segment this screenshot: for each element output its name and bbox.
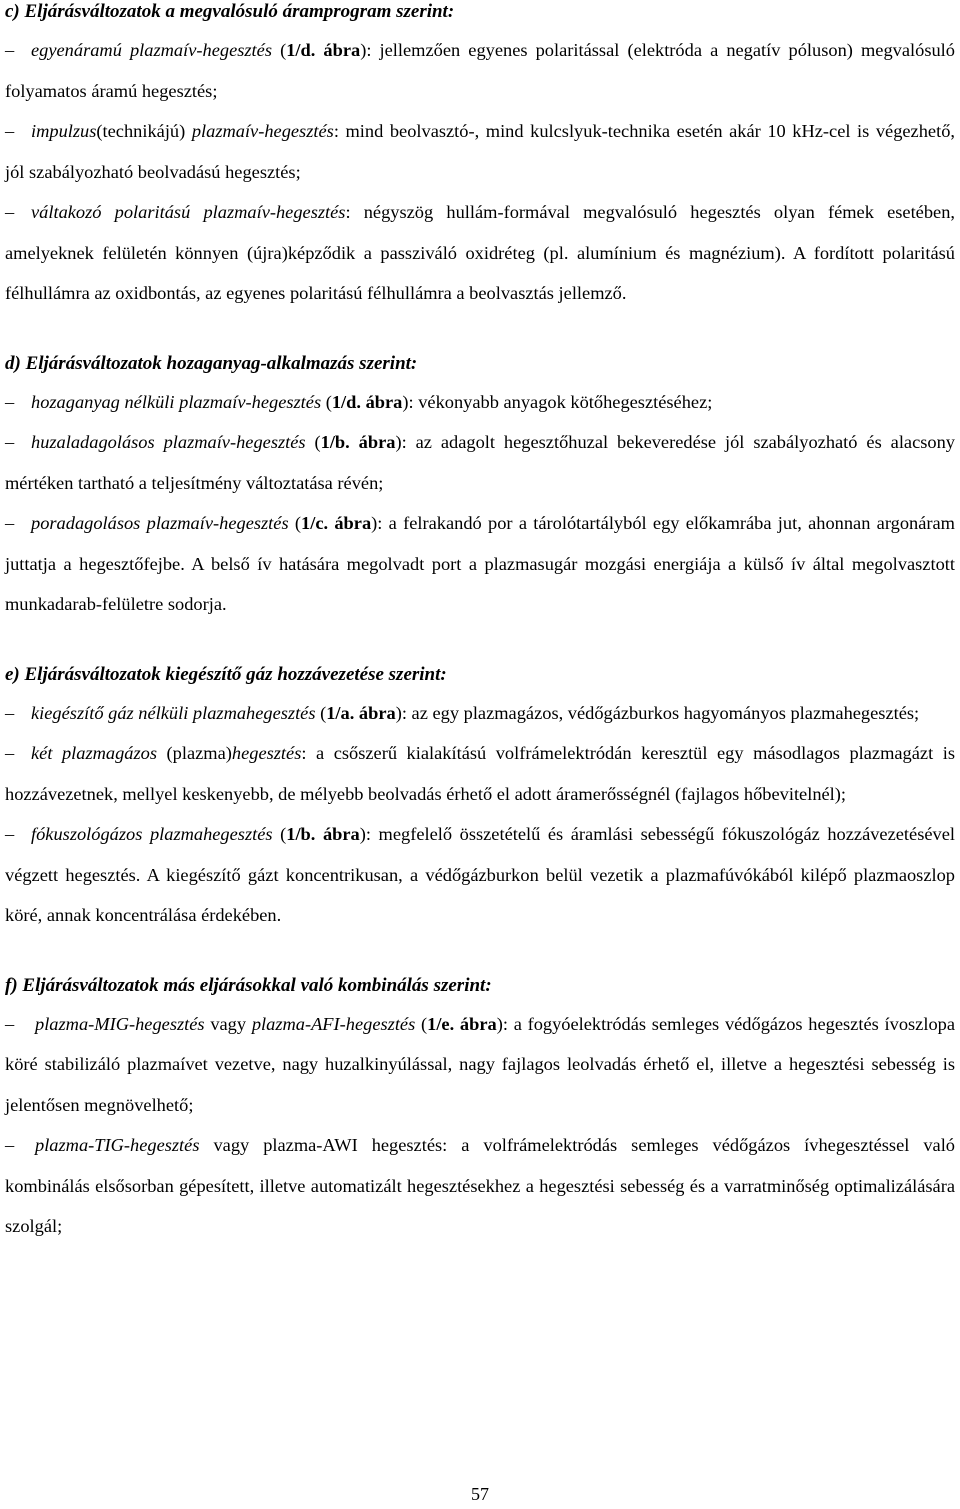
term: váltakozó polaritású plazmaív-hegesztés — [31, 202, 346, 222]
text: ): az egy plazmagázos, védőgázburkos hagyományos plazmahegesztés; — [395, 702, 920, 723]
term: hozaganyag nélküli plazmaív-hegesztés — [31, 391, 322, 412]
dash-bullet: – — [5, 432, 15, 452]
list-item — [5, 422, 955, 503]
term: plazmaív-hegesztés — [191, 121, 334, 141]
list-item — [5, 733, 955, 814]
term: egyenáramú plazmaív-hegesztés — [31, 40, 272, 60]
text: ( — [415, 1013, 428, 1034]
list-item — [5, 693, 955, 734]
list-item — [5, 30, 955, 111]
section-gap — [5, 936, 955, 974]
figure-ref: 1/b. ábra — [286, 824, 360, 844]
section-e-heading: e) Eljárásváltozatok kiegészítő gáz hozzávezetése szerint: — [5, 663, 447, 685]
text: (plazma) — [157, 743, 232, 763]
text: : mind beolvasztó-, mind kulcslyuk-technika esetén akár 10 kHz-cel is végezhető, jól szabályozható beolvadású hegesztés; — [5, 121, 955, 182]
term: plazma-AFI-hegesztés — [251, 1013, 416, 1034]
figure-ref: 1/e. ábra — [427, 1013, 497, 1034]
figure-ref: 1/d. ábra — [286, 40, 361, 60]
text: ): jellemzően egyenes polaritással (elektróda a negatív póluson) megvalósuló folyamatos áramú hegesztés; — [5, 40, 955, 101]
dash-bullet: – — [5, 743, 15, 763]
list-item — [5, 503, 955, 625]
dash-bullet: – — [5, 121, 15, 141]
list-item — [5, 192, 955, 314]
text: vagy plazma-AWI hegesztés: a volfrámelektródás semleges védőgázos ívhegesztéssel való kombinálás elsősorban gépesített, illetve automatizált hegesztésekhez a hegesztési sebesség és a varratminőség optimalizálására szolgál; — [5, 1135, 955, 1236]
term: plazma-MIG-hegesztés — [35, 1013, 205, 1034]
figure-ref: 1/d. ábra — [331, 391, 403, 412]
page-number: 57 — [471, 1484, 489, 1504]
list-item — [5, 814, 955, 936]
dash-bullet: – — [5, 824, 15, 844]
list-item — [5, 111, 955, 192]
text: ): vékonyabb anyagok kötőhegesztéséhez; — [402, 391, 713, 412]
text: ): az adagolt hegesztőhuzal bekeveredése jól szabályozható és alacsony mértéken tartható a teljesítmény változtatása révén; — [5, 432, 955, 493]
text: ): a felrakandó por a tárolótartályból egy előkamrába jut, ahonnan argonáram juttatja a hegesztőfejbe. A belső ív hatására megolvadt port a plazmasugár mozgási energiája a külső ív által megolvasztott munkadarab-felületre sodorja. — [5, 513, 955, 614]
text: (technikájú) — [96, 121, 192, 141]
text: ( — [315, 702, 327, 723]
text: vagy — [204, 1013, 252, 1034]
list-item — [5, 1125, 955, 1247]
section-gap — [5, 314, 955, 352]
dash-bullet: – — [5, 1135, 15, 1155]
term: két plazmagázos — [31, 743, 157, 763]
dash-bullet: – — [5, 202, 15, 222]
figure-ref: 1/a. ábra — [326, 702, 396, 723]
section-f-heading: f) Eljárásváltozatok más eljárásokkal való kombinálás szerint: — [5, 974, 492, 996]
section-c-heading: c) Eljárásváltozatok a megvalósuló áramprogram szerint: — [5, 1, 455, 22]
text: ): a fogyóelektródás semleges védőgázos hegesztés ívoszlopa köré stabilizáló plazmaívet vezetve, nagy huzalkinyúlással, nagy fajlagos leolvadás érhető el, illetve a hegesztési sebesség is jelentősen megnövelhető; — [5, 1013, 955, 1115]
dash-bullet: – — [5, 513, 15, 533]
figure-ref: 1/c. ábra — [301, 513, 372, 533]
dash-bullet: – — [5, 1013, 15, 1034]
document-page — [5, 0, 955, 1247]
list-item — [5, 1004, 955, 1126]
text: ): megfelelő összetételű és áramlási sebességű fókuszológáz hozzávezetésével végzett hegesztés. A kiegészítő gázt koncentrikusan, a védőgázburkon belül vezetik a plazmafúvókából kilépő plazmaoszlop köré, annak koncentrálása érdekében. — [5, 824, 955, 925]
term: plazma-TIG-hegesztés — [35, 1135, 200, 1155]
term: hegesztés — [231, 743, 302, 763]
text: : a csőszerű kialakítású volfrámelektródán keresztül egy másodlagos plazmagázt is hozzávezetnek, mellyel keskenyebb, de mélyebb beolvadás érhető el adott áramerősségnél (fajlagos hőbevitelnél); — [5, 743, 955, 804]
term: fókuszológázos plazmahegesztés — [31, 824, 273, 844]
text: ( — [288, 513, 302, 533]
text: ( — [271, 40, 287, 60]
list-item — [5, 382, 955, 423]
dash-bullet: – — [5, 40, 15, 60]
text: ( — [321, 391, 332, 412]
term: poradagolásos plazmaív-hegesztés — [31, 513, 289, 533]
text: ( — [305, 432, 321, 452]
dash-bullet: – — [5, 391, 15, 412]
text: : négyszög hullám-formával megvalósuló hegesztés olyan fémek esetében, amelyeknek felületén könnyen (újra)képződik a passziváló oxidréteg (pl. alumínium és magnézium). A fordított polaritású félhullámra az oxidbontás, az egyenes polaritású félhullámra a beolvasztás jellemző. — [5, 202, 955, 303]
term: impulzus — [31, 121, 97, 141]
dash-bullet: – — [5, 702, 15, 723]
section-gap — [5, 625, 955, 663]
term: kiegészítő gáz nélküli plazmahegesztés — [31, 702, 316, 723]
term: huzaladagolásos plazmaív-hegesztés — [31, 432, 306, 452]
section-d-heading: d) Eljárásváltozatok hozaganyag-alkalmazás szerint: — [5, 352, 418, 374]
text: ( — [272, 824, 287, 844]
figure-ref: 1/b. ábra — [320, 432, 396, 452]
